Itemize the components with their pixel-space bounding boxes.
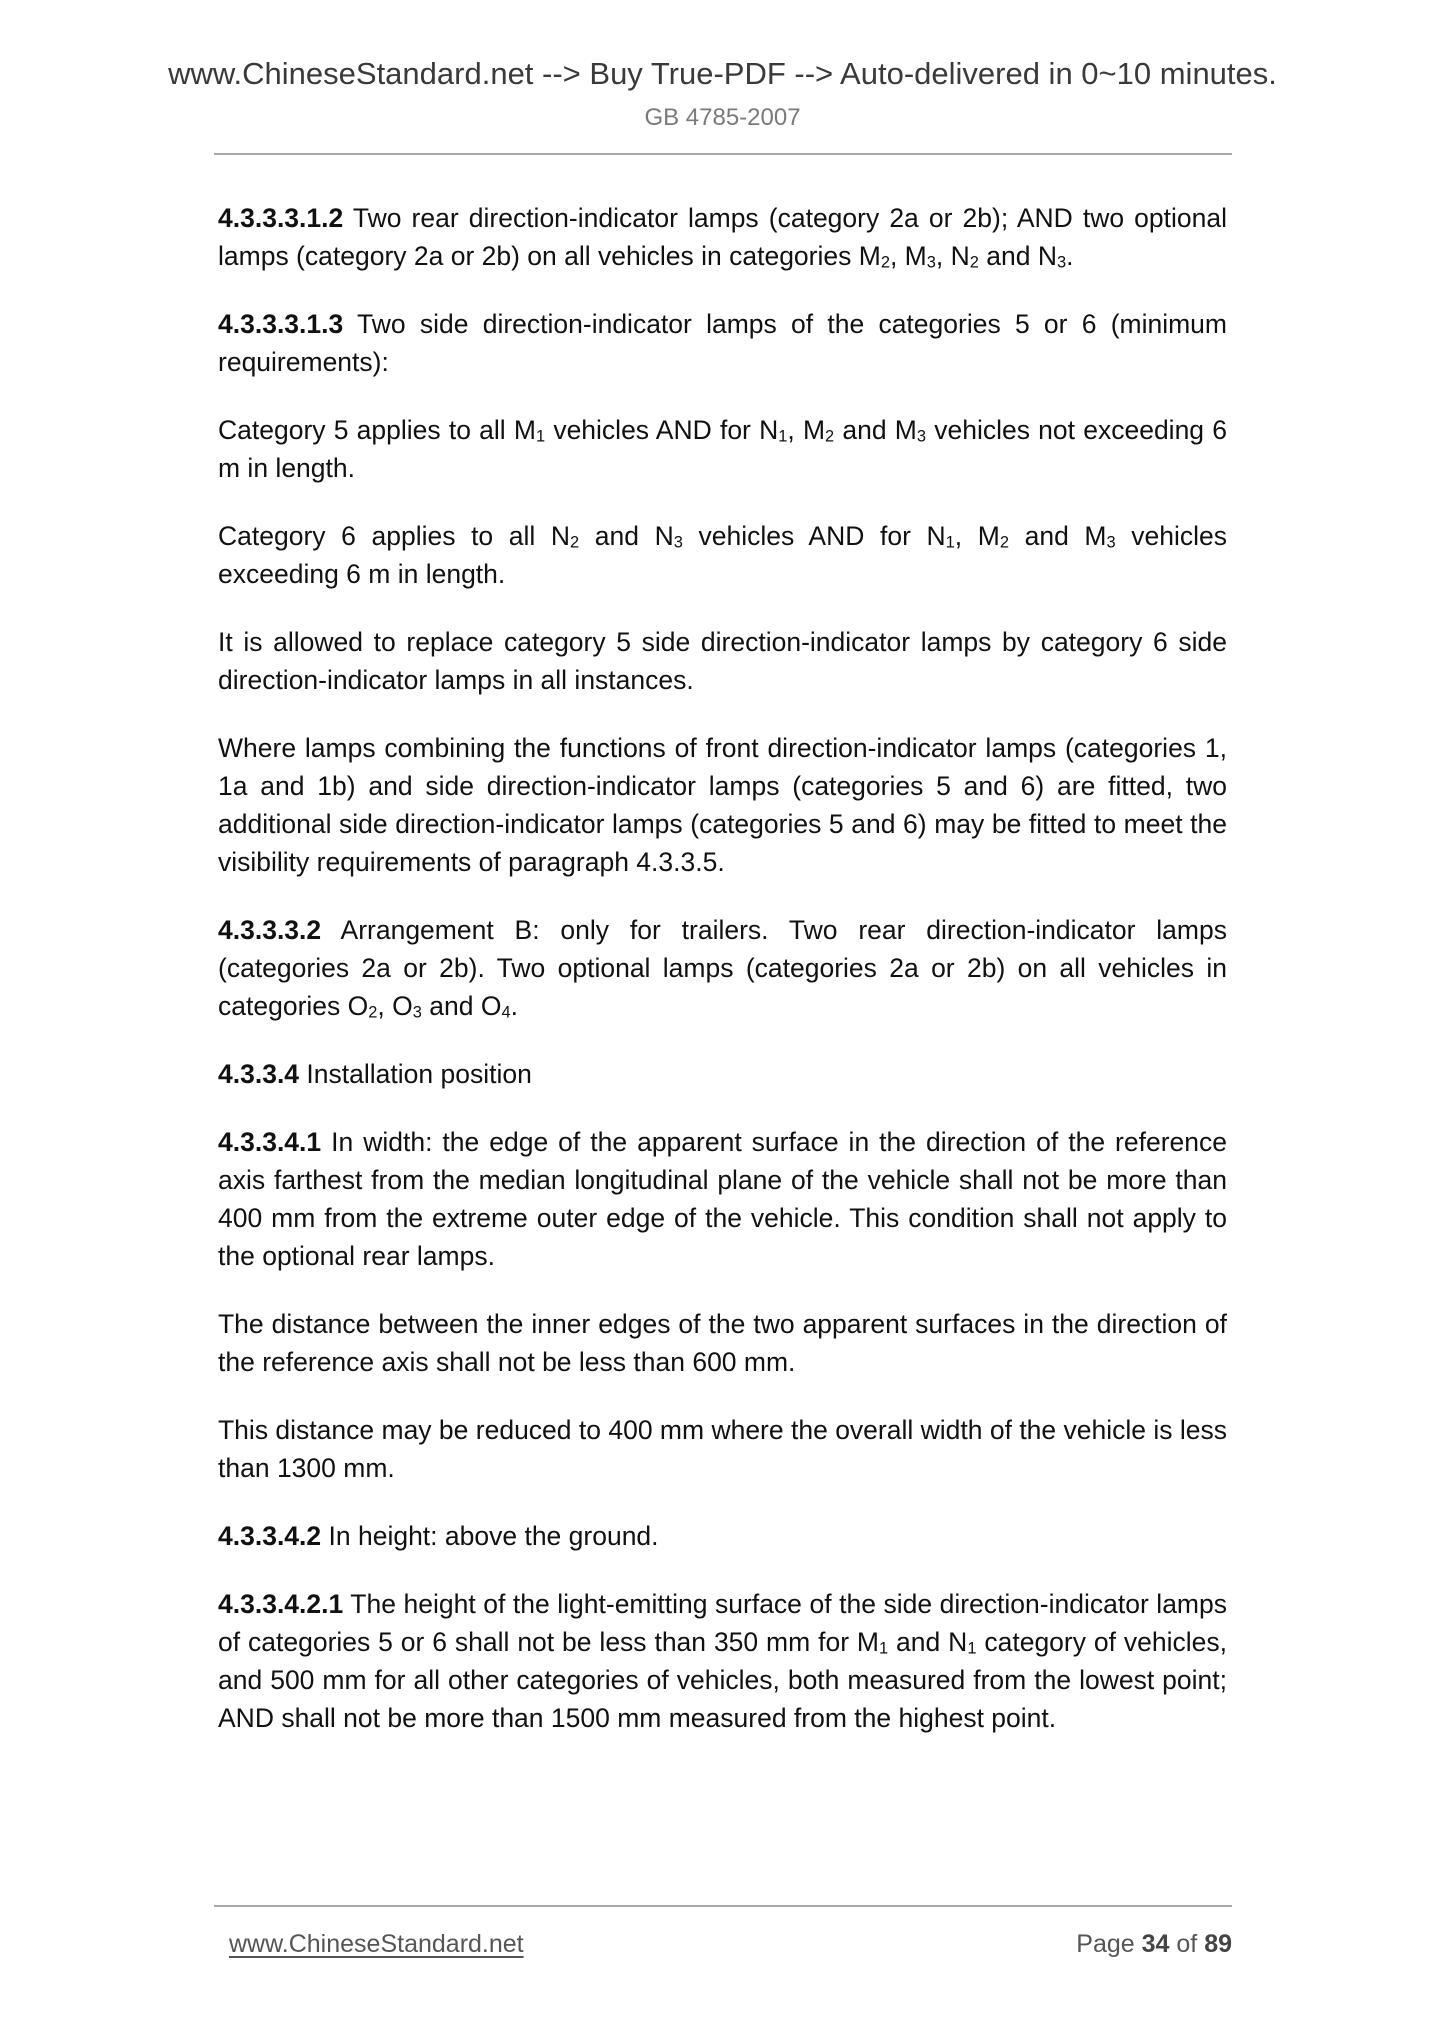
text-run: and O [421, 991, 502, 1021]
footer-divider [214, 1905, 1232, 1907]
text-run: vehicles exceeding 6 m in length. [218, 521, 1227, 589]
clause-number: 4.3.3.4.2.1 [218, 1589, 344, 1619]
clause-number: 4.3.3.3.1.3 [218, 309, 344, 339]
clause-paragraph [218, 1585, 1227, 1737]
page-current: 34 [1141, 1930, 1170, 1958]
subscript: 3 [926, 253, 936, 272]
text-run: Installation position [299, 1059, 532, 1089]
document-body [218, 199, 1227, 1767]
text-run: In width: the edge of the apparent surface in the direction of the reference axis farthest from the median longitudinal plane of the vehicle shall not be more than 400 mm from the extreme outer edge of the vehicle. This condition shall not apply to the optional rear lamps. [218, 1127, 1227, 1271]
text-run: In height: above the ground. [321, 1521, 659, 1551]
text-run: This distance may be reduced to 400 mm where the overall width of the vehicle is less than 1300 mm. [218, 1415, 1227, 1483]
text-run: and N [579, 521, 674, 551]
clause-paragraph [218, 1517, 1227, 1555]
subscript: 2 [825, 427, 835, 446]
text-run: , N [935, 241, 970, 271]
text-run: , M [787, 415, 826, 445]
subscript: 3 [412, 1003, 422, 1022]
subscript: 1 [879, 1639, 889, 1658]
text-run: . [510, 991, 518, 1021]
subscript: 3 [1106, 533, 1116, 552]
subscript: 2 [969, 253, 979, 272]
subscript: 3 [673, 533, 683, 552]
body-paragraph [218, 729, 1227, 881]
text-run: The distance between the inner edges of the two apparent surfaces in the direction of the reference axis shall not be less than 600 mm. [218, 1309, 1227, 1377]
page-indicator [1076, 1930, 1232, 1959]
subscript: 1 [967, 1639, 977, 1658]
page-separator: of [1169, 1930, 1205, 1958]
footer-site-link[interactable]: www.ChineseStandard.net [229, 1930, 524, 1958]
text-run: Category 5 applies to all M [218, 415, 536, 445]
text-run: Two side direction-indicator lamps of the categories 5 or 6 (minimum requirements): [218, 309, 1227, 377]
standard-number: GB 4785-2007 [644, 104, 801, 131]
text-run: and M [834, 415, 917, 445]
clause-number: 4.3.3.4.2 [218, 1521, 322, 1551]
text-run: Two rear direction-indicator lamps (category 2a or 2b); AND two optional lamps (category 2a or 2b) on all vehicles in categories M [218, 203, 1227, 271]
body-paragraph [218, 1305, 1227, 1381]
header-banner: www.ChineseStandard.net --> Buy True-PDF --> Auto-delivered in 0~10 minutes. [168, 56, 1277, 91]
text-run: vehicles AND for N [545, 415, 779, 445]
text-run: and N [888, 1627, 968, 1657]
text-run: The height of the light-emitting surface of the side direction-indicator lamps of categories 5 or 6 shall not be less than 350 mm for M [218, 1589, 1227, 1657]
text-run: , M [954, 521, 1000, 551]
body-paragraph [218, 623, 1227, 699]
clause-number: 4.3.3.4.1 [218, 1127, 322, 1157]
clause-paragraph [218, 199, 1227, 275]
text-run: category of vehicles, and 500 mm for all other categories of vehicles, both measured from the lowest point; AND shall not be more than 1500 mm measured from the highest point. [218, 1627, 1227, 1733]
text-run: , O [377, 991, 413, 1021]
subscript: 4 [501, 1003, 511, 1022]
subscript: 1 [778, 427, 788, 446]
subscript: 2 [999, 533, 1009, 552]
body-paragraph [218, 517, 1227, 593]
body-paragraph [218, 1411, 1227, 1487]
text-run: Category 6 applies to all N [218, 521, 571, 551]
text-run: vehicles AND for N [682, 521, 946, 551]
subscript: 3 [1057, 253, 1067, 272]
subscript: 2 [880, 253, 890, 272]
text-run: and N [978, 241, 1057, 271]
page-prefix: Page [1076, 1930, 1142, 1958]
clause-paragraph [218, 1123, 1227, 1275]
subscript: 1 [535, 427, 546, 446]
subscript: 2 [368, 1003, 378, 1022]
text-run: Arrangement B: only for trailers. Two rear direction-indicator lamps (categories 2a or 2b). Two optional lamps (categories 2a or 2b) on all vehicles in categories O [218, 915, 1227, 1021]
subscript: 3 [916, 427, 927, 446]
text-run: It is allowed to replace category 5 side direction-indicator lamps by category 6 side direction-indicator lamps in all instances. [218, 627, 1227, 695]
text-run: vehicles not exceeding 6 m in length. [218, 415, 1227, 483]
text-run: , M [889, 241, 927, 271]
clause-paragraph [218, 911, 1227, 1025]
subscript: 2 [570, 533, 580, 552]
clause-number: 4.3.3.3.1.2 [218, 203, 344, 233]
clause-number: 4.3.3.3.2 [218, 915, 322, 945]
header-divider [214, 153, 1232, 155]
clause-paragraph [218, 305, 1227, 381]
text-run: and M [1008, 521, 1107, 551]
page-total: 89 [1204, 1930, 1232, 1958]
clause-number: 4.3.3.4 [218, 1059, 300, 1089]
text-run: . [1066, 241, 1074, 271]
subscript: 1 [945, 533, 955, 552]
body-paragraph [218, 411, 1227, 487]
clause-paragraph [218, 1055, 1227, 1093]
text-run: Where lamps combining the functions of front direction-indicator lamps (categories 1, 1a and 1b) and side direction-indicator lamps (categories 5 and 6) are fitted, two additional side direction-indicator lamps (categories 5 and 6) may be fitted to meet the visibility requirements of paragraph 4.3.3.5. [218, 733, 1227, 877]
